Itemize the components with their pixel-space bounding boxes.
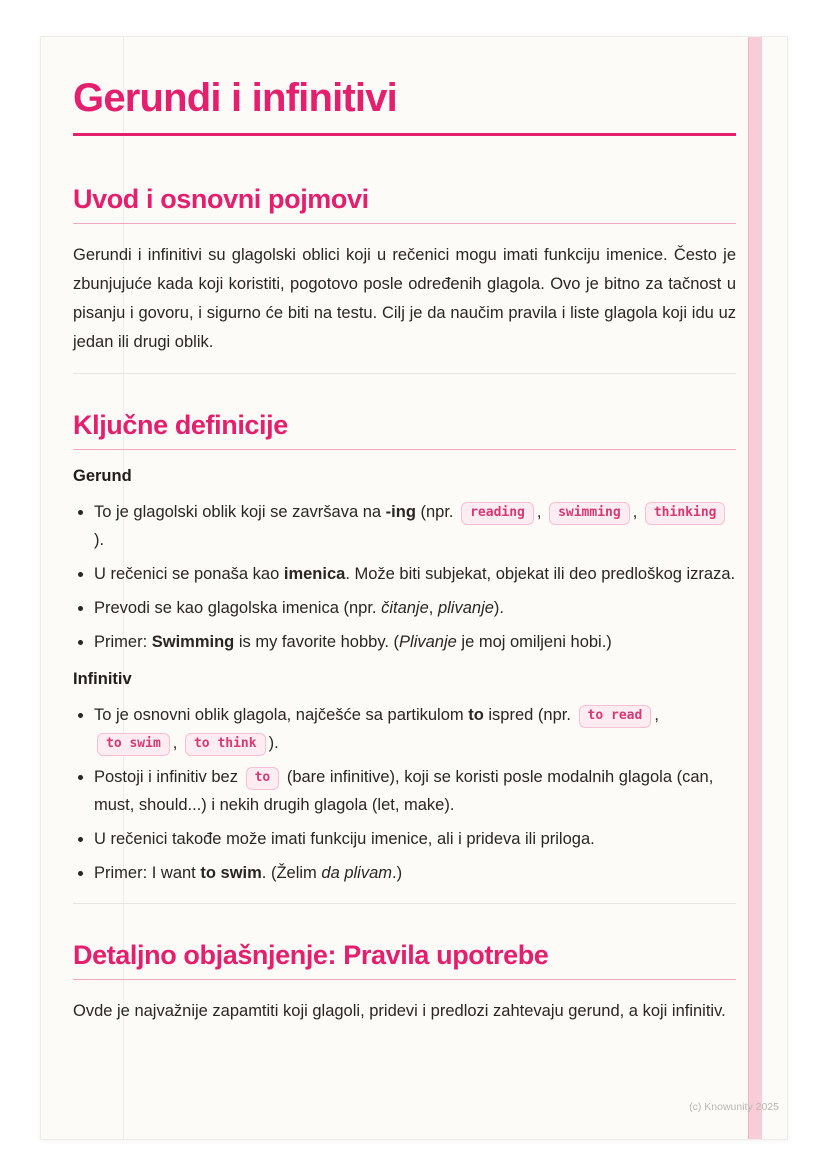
section-divider [73, 903, 736, 904]
bookmark-ribbon [748, 37, 762, 1139]
code-chip: to [246, 767, 280, 790]
page-title: Gerundi i infinitivi [73, 76, 398, 120]
text-run: U rečenici takođe može imati funkciju imenice, ali i prideva ili priloga. [94, 830, 595, 848]
page-content [73, 75, 736, 1026]
document-page [40, 36, 788, 1140]
text-run: ispred (npr. [483, 706, 576, 724]
section-heading-rule [73, 979, 736, 980]
list-item [94, 594, 736, 622]
copyright-text: (c) Knowunity 2025 [689, 1101, 779, 1113]
section-heading-rule [73, 449, 736, 450]
text-run: ). [268, 734, 279, 752]
section-heading-definitions: Ključne definicije [73, 410, 288, 440]
text-run: (npr. [415, 503, 459, 521]
section-intro [73, 184, 736, 357]
text-run: Prevodi se kao glagolska imenica (npr. [94, 599, 382, 617]
text-run: plivanje [437, 599, 494, 617]
list-item [94, 498, 736, 554]
section-heading-intro: Uvod i osnovni pojmovi [73, 184, 369, 214]
text-run: to swim [200, 864, 262, 882]
text-run: Ovde je najvažnije zapamtiti koji glagoli, pridevi i predlozi zahtevaju gerund, a koji infinitiv. [73, 1002, 726, 1020]
section-rules [73, 940, 736, 1026]
text-run: , [428, 599, 438, 617]
section-definitions [73, 410, 736, 887]
code-chip: to swim [97, 733, 170, 756]
text-run: , [172, 734, 182, 752]
text-run: ). [94, 531, 105, 549]
text-run: imenica [283, 565, 346, 583]
code-chip: reading [461, 502, 534, 525]
code-chip: swimming [549, 502, 630, 525]
title-rule [73, 133, 736, 136]
section-divider [73, 373, 736, 374]
gerund-bullet-list [73, 498, 736, 656]
text-run: is my favorite hobby. ( [234, 633, 400, 651]
text-run: , [632, 503, 642, 521]
text-run: Swimming [151, 633, 235, 651]
text-run: U rečenici se ponaša kao [94, 565, 284, 583]
subheading-gerund: Gerund [73, 467, 132, 485]
list-item [94, 763, 736, 819]
intro-paragraph [73, 241, 736, 357]
infinitive-bullet-list [73, 701, 736, 887]
text-run: Primer: [94, 633, 152, 651]
text-run: Postoji i infinitiv bez [94, 768, 243, 786]
text-run: -ing [385, 503, 416, 521]
list-item [94, 859, 736, 887]
text-run: , [654, 706, 659, 724]
text-run: . Može biti subjekat, objekat ili deo predloškog izraza. [345, 565, 736, 583]
text-run: To je glagolski oblik koji se završava na [94, 503, 386, 521]
list-item [94, 825, 736, 853]
text-run: je moj omiljeni hobi.) [456, 633, 612, 651]
list-item [94, 560, 736, 588]
text-run: to [468, 706, 484, 724]
text-run: Primer: I want [94, 864, 201, 882]
subheading-infinitive: Infinitiv [73, 670, 132, 688]
list-item [94, 701, 736, 757]
text-run: da plivam [321, 864, 393, 882]
code-chip: to think [185, 733, 266, 756]
text-run: .) [392, 864, 403, 882]
text-run: ). [493, 599, 505, 617]
section-heading-rules: Detaljno objašnjenje: Pravila upotrebe [73, 940, 549, 970]
code-chip: to read [579, 705, 652, 728]
section-heading-rule [73, 223, 736, 224]
text-run: Gerundi i infinitivi su glagolski oblici koji u rečenici mogu imati funkciju imenice. Često je zbunjujuće kada koji koristiti, pogotovo posle određenih glagola. Ovo je bitno za tačnost u pisanju i govoru, i sigurno će biti na testu. Cilj je da naučim pravila i liste glagola koji idu uz jedan ili drugi oblik. [73, 246, 736, 351]
rules-paragraph [73, 997, 736, 1026]
text-run: . (Želim [261, 864, 322, 882]
text-run: , [536, 503, 547, 521]
list-item [94, 628, 736, 656]
text-run: čitanje [381, 599, 429, 617]
text-run: To je osnovni oblik glagola, najčešće sa partikulom [94, 706, 469, 724]
text-run: (bare infinitive), koji se koristi posle modalnih glagola (can, must, should...) i nekih drugih glagola (let, make). [94, 768, 714, 814]
text-run: Plivanje [399, 633, 457, 651]
code-chip: thinking [645, 502, 726, 525]
